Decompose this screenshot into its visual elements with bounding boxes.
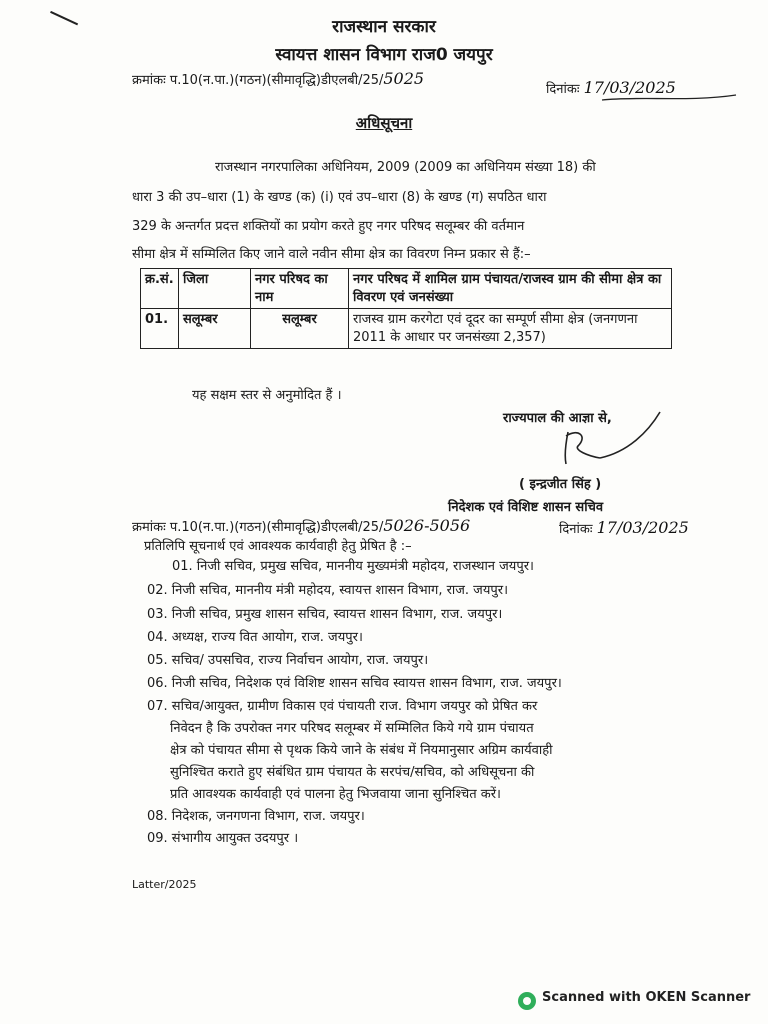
signatory-designation: निदेशक एवं विशिष्ट शासन सचिव: [448, 500, 604, 515]
govt-title: राजस्थान सरकार: [332, 17, 436, 37]
boundary-table: [140, 268, 672, 349]
col-header-area-details: नगर परिषद में शामिल ग्राम पंचायत/राजस्व ग्राम की सीमा क्षेत्र का विवरण एवं जनसंख्या: [349, 269, 672, 309]
table-header-row: [141, 269, 672, 309]
list-item: 03. निजी सचिव, प्रमुख शासन सचिव, स्वायत्त शासन विभाग, राज. जयपुर।: [147, 607, 503, 622]
date-underline-stroke: [600, 92, 740, 104]
list-item: 04. अध्यक्ष, राज्य वित आयोग, राज. जयपुर।: [147, 630, 363, 645]
date-handwritten: 17/03/2025: [583, 78, 676, 97]
list-item: 06. निजी सचिव, निदेशक एवं विशिष्ट शासन सचिव स्वायत्त शासन विभाग, राज. जयपुर।: [147, 676, 562, 691]
handwritten-signature: [548, 402, 668, 472]
body-line-2: धारा 3 की उप–धारा (1) के खण्ड (क) (i) एवं उप–धारा (8) के खण्ड (ग) सपठित धारा: [132, 190, 547, 205]
body-line-3: 329 के अन्तर्गत प्रदत्त शक्तियों का प्रयोग करते हुए नगर परिषद सलूम्बर की वर्तमान: [132, 219, 525, 234]
list-item: 01. निजी सचिव, प्रमुख सचिव, माननीय मुख्यमंत्री महोदय, राजस्थान जयपुर।: [172, 559, 534, 574]
approval-note: यह सक्षम स्तर से अनुमोदित हैं ।: [192, 388, 342, 403]
governor-order: राज्यपाल की आज्ञा से,: [503, 411, 612, 426]
list-item-continuation: सुनिश्चित कराते हुए संबंधित ग्राम पंचायत के सरपंच/सचिव, को अधिसूचना की: [170, 765, 535, 780]
reference-number: [132, 69, 424, 88]
list-item-continuation: प्रति आवश्यक कार्यवाही एवं पालना हेतु भिजवाया जाना सुनिश्चित करें।: [170, 787, 501, 802]
copy-date-handwritten: 17/03/2025: [596, 518, 689, 537]
scanner-watermark: Scanned with OKEN Scanner: [542, 990, 751, 1005]
copy-date-label: दिनांकः: [559, 522, 593, 537]
copy-reference-label: क्रमांकः प.10(न.पा.)(गठन)(सीमावृद्धि)डीएलबी/25/: [132, 520, 384, 535]
notification-title: अधिसूचना: [355, 114, 413, 132]
list-item: 07. सचिव/आयुक्त, ग्रामीण विकास एवं पंचायती राज. विभाग जयपुर को प्रेषित कर: [147, 699, 538, 714]
body-line-4: सीमा क्षेत्र में सम्मिलित किए जाने वाले नवीन सीमा क्षेत्र का विवरण निम्न प्रकार से हैं:–: [132, 247, 531, 262]
list-item: 02. निजी सचिव, माननीय मंत्री महोदय, स्वायत्त शासन विभाग, राज. जयपुर।: [147, 583, 508, 598]
copy-reference-date: [559, 518, 689, 537]
col-header-district: जिला: [179, 269, 251, 309]
cell-serial: 01.: [141, 309, 179, 349]
copy-reference-number: [132, 516, 470, 535]
table-row: [141, 309, 672, 349]
reference-handwritten-number: 5025: [383, 69, 425, 88]
scanner-logo-icon: [518, 992, 536, 1010]
list-item: 09. संभागीय आयुक्त उदयपुर ।: [147, 831, 299, 846]
date-label: दिनांकः: [546, 82, 580, 97]
list-item-continuation: क्षेत्र को पंचायत सीमा से पृथक किये जाने के संबंध में नियमानुसार अग्रिम कार्यवाही: [170, 743, 553, 758]
list-item: 05. सचिव/ उपसचिव, राज्य निर्वाचन आयोग, राज. जयपुर।: [147, 653, 429, 668]
footer-code: Latter/2025: [132, 878, 197, 891]
copy-reference-handwritten-number: 5026-5056: [383, 516, 471, 535]
signatory-name: ( इन्द्रजीत सिंह ): [519, 477, 602, 492]
department-title: स्वायत्त शासन विभाग राज0 जयपुर: [275, 45, 493, 65]
cell-council-name: सलूम्बर: [251, 309, 349, 349]
copy-intro: प्रतिलिपि सूचनार्थ एवं आवश्यक कार्यवाही हेतु प्रेषित है :–: [144, 539, 412, 554]
list-item: 08. निदेशक, जनगणना विभाग, राज. जयपुर।: [147, 809, 365, 824]
col-header-serial: क्र.सं.: [141, 269, 179, 309]
cell-area-details: राजस्व ग्राम करगेटा एवं दूदर का सम्पूर्ण सीमा क्षेत्र (जनगणना 2011 के आधार पर जनसंख्या 2,357): [349, 309, 672, 349]
cell-district: सलूम्बर: [179, 309, 251, 349]
reference-label: क्रमांकः प.10(न.पा.)(गठन)(सीमावृद्धि)डीएलबी/25/: [132, 73, 384, 88]
list-item-continuation: निवेदन है कि उपरोक्त नगर परिषद सलूम्बर में सम्मिलित किये गये ग्राम पंचायत: [170, 721, 534, 736]
col-header-council-name: नगर परिषद का नाम: [251, 269, 349, 309]
body-line-1: राजस्थान नगरपालिका अधिनियम, 2009 (2009 का अधिनियम संख्या 18) की: [215, 160, 596, 175]
